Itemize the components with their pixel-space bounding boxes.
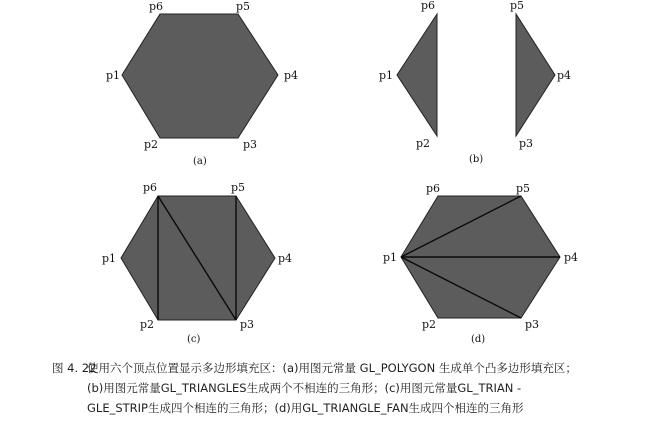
panel-a xyxy=(106,0,298,167)
panel-d-vertex-p4: p4 xyxy=(564,251,579,264)
panel-d-vertex-p5: p5 xyxy=(516,182,531,195)
panel-a-polygon xyxy=(122,14,278,138)
panel-c-vertex-p5: p5 xyxy=(231,181,246,194)
panel-c-vertex-p3: p3 xyxy=(240,318,255,331)
panel-d-vertex-p1: p1 xyxy=(383,251,398,264)
panel-b-vertex-p3: p3 xyxy=(519,137,534,150)
figure-caption xyxy=(52,358,652,418)
caption-line-3: GLE_STRIP生成四个相连的三角形；(d)用GL_TRIANGLE_FAN生成四个相连的三角形 xyxy=(87,401,524,415)
panel-d-vertex-p3: p3 xyxy=(525,318,540,331)
panel-a-vertex-p1: p1 xyxy=(106,69,121,82)
panel-b-vertex-p4: p4 xyxy=(557,69,572,82)
panel-c-vertex-p4: p4 xyxy=(278,252,293,265)
panel-d xyxy=(383,182,578,345)
figure-number: 图 4. 22 xyxy=(52,361,97,375)
panel-c xyxy=(102,181,292,345)
panel-c-vertex-p2: p2 xyxy=(140,318,155,331)
panel-c-vertex-p1: p1 xyxy=(102,252,117,265)
panel-a-vertex-p3: p3 xyxy=(243,138,258,151)
panel-b-label: (b) xyxy=(469,154,484,165)
panel-c-vertex-p6: p6 xyxy=(143,181,158,194)
panel-b-vertex-p2: p2 xyxy=(416,137,431,150)
caption-text-1: 使用六个顶点位置显示多边形填充区：(a)用图元常量 GL_POLYGON 生成单个凸多边形填充区； xyxy=(87,361,577,375)
panel-b-triangle-right xyxy=(516,14,555,136)
panel-a-vertex-p2: p2 xyxy=(144,138,159,151)
caption-line-1 xyxy=(52,358,652,378)
panel-a-vertex-p4: p4 xyxy=(284,69,299,82)
panel-b-triangle-left xyxy=(397,14,437,136)
panel-d-label: (d) xyxy=(471,334,486,345)
panel-a-vertex-p5: p5 xyxy=(236,0,251,13)
panel-b-vertex-p5: p5 xyxy=(510,0,525,12)
panel-c-polygon xyxy=(121,196,275,320)
panel-b-vertex-p1: p1 xyxy=(379,69,394,82)
panel-c-label: (c) xyxy=(187,334,201,345)
panel-a-label: (a) xyxy=(193,156,207,167)
caption-line-2: (b)用图元常量GL_TRIANGLES生成两个不相连的三角形；(c)用图元常量GL_TRIAN - xyxy=(87,381,522,395)
panel-d-vertex-p6: p6 xyxy=(426,182,441,195)
panel-d-vertex-p2: p2 xyxy=(422,318,437,331)
panel-b-vertex-p6: p6 xyxy=(421,0,436,12)
panel-b xyxy=(379,0,571,165)
panel-a-vertex-p6: p6 xyxy=(149,0,164,13)
